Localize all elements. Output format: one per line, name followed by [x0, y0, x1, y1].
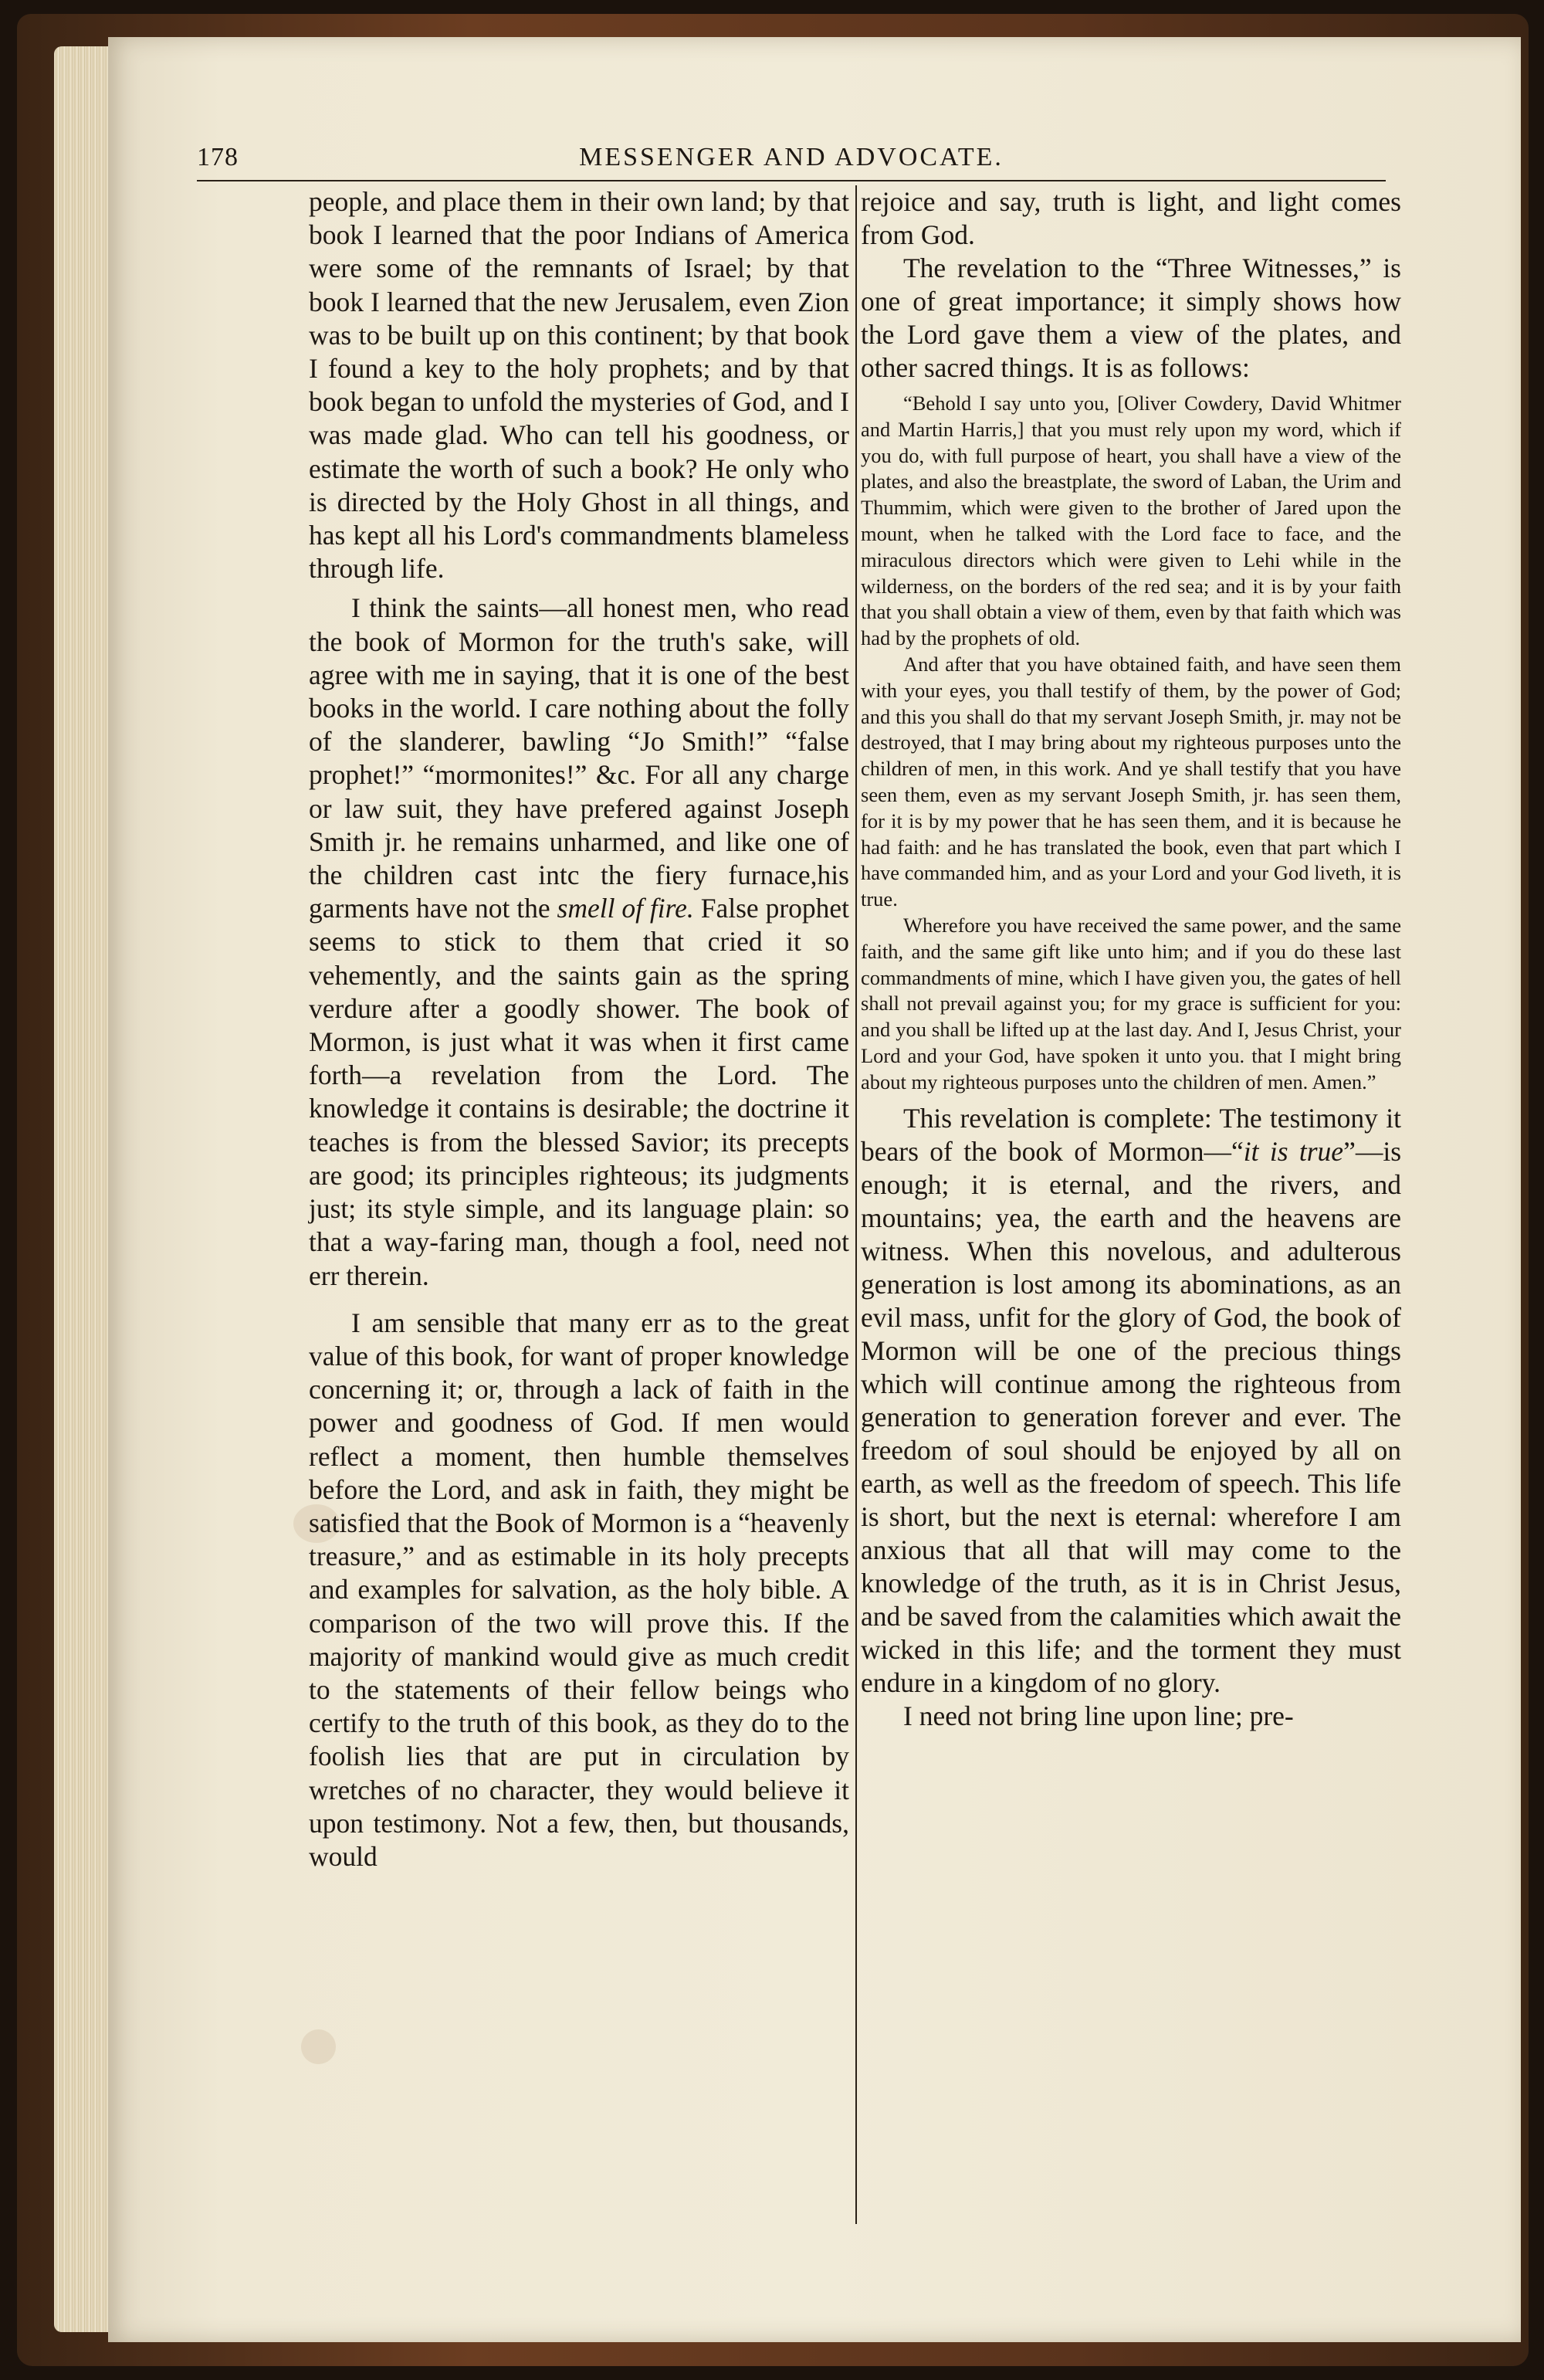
- italic-phrase: it is true: [1243, 1135, 1344, 1167]
- quoted-revelation: And after that you have obtained faith, and have seen them with your eyes, you thall testify of them, by the power of God; and this you shall do that my servant Joseph Smith, jr. may not be destroyed, that I may bring about my righteous purposes unto the children of men, in this work. And ye shall testify that you have seen them, even as my servant Joseph Smith, jr. has seen them, for it is by my power that he has seen them, and it is because he had faith: and he has translated the book, even that part which I have commanded him, and as your Lord and your God liveth, it is true.: [861, 652, 1401, 911]
- paragraph-text: I think the saints—all honest men, who read the book of Mormon for the truth's sake, will agree with me in saying, that it is one of the best books in the world. I care nothing about the folly of the slanderer, bawling “Jo Smith!” “false prophet!” “mormonites!” &c. For all any charge or law suit, they have prefered against Joseph Smith jr. he remains unharmed, and like one of the children cast intc the fiery furnace,his garments have not the: [309, 592, 849, 924]
- running-title: MESSENGER AND ADVOCATE.: [579, 143, 1004, 171]
- paragraph: I am sensible that many err as to the great value of this book, for want of proper knowledge concerning it; or, through a lack of faith in the power and goodness of God. If men would reflect a moment, then humble themselves before the Lord, and ask in faith, they might be satisfied that the Book of Mormon is a “heavenly treasure,” and as estimable in its holy precepts and examples for salvation, as the holy bible. A comparison of the two will prove this. If the majority of mankind would give as much credit to the statements of their fellow beings who certify to the truth of this book, as they do to the foolish lies that are put in circulation by wretches of no character, they would believe it upon testimony. Not a few, then, but thousands, would: [309, 1307, 849, 1872]
- quoted-revelation: Wherefore you have received the same power, and the same faith, and the same gift like unto him; and if you do these last commandments of mine, which I have given you, the gates of hell shall not prevail against you; for my grace is sufficient for you: and you shall be lifted up at the last day. And I, Jesus Christ, your Lord and your God, have spoken it unto you. that I might bring about my righteous purposes unto the children of men. Amen.”: [861, 913, 1401, 1093]
- paragraph-text: This revelation is complete: The testimony it bears of the book of Mormon—“: [861, 1102, 1401, 1167]
- paragraph: The revelation to the “Three Witnesses,” is one of great importance; it simply shows how the Lord gave them a view of the plates, and other sacred things. It is as follows:: [861, 253, 1401, 383]
- column-divider: [855, 185, 857, 2224]
- quoted-revelation: “Behold I say unto you, [Oliver Cowdery, David Whitmer and Martin Harris,] that you must rely upon my word, which if you do, with full purpose of heart, you shall have a view of the plates, and also the breastplate, the sword of Laban, the Urim and Thummim, which were given to the brother of Jared upon the mount, when he talked with the Lord face to face, and the miraculous directors which were given to Lehi while in the wilderness, on the borders of the red sea; and it is by your faith that you shall obtain a view of them, even by that faith which was had by the prophets of old.: [861, 392, 1401, 650]
- paragraph-text: ”—is enough; it is eternal, and the rivers, and mountains; yea, the earth and the heavens are witness. When this novelous, and adulterous generation is lost among its abominations, as an evil mass, unfit for the glory of God, the book of Mormon will be one of the precious things which will continue among the righteous from generation to generation forever and ever. The freedom of soul should be enjoyed by all on earth, as well as the freedom of speech. This life is short, but the next is eternal: wherefore I am anxious that all that will may come to the knowledge of the truth, as it is in Christ Jesus, and be saved from the calamities which await the wicked in this life; and the torment they must endure in a kingdom of no glory.: [861, 1135, 1402, 1698]
- page-header: [197, 143, 1386, 181]
- paragraph-text: False prophet seems to stick to them that cried it so vehemently, and the saints gain as the spring verdure after a goodly shower. The book of Mormon, is just what it was when it first came forth—a revelation from the Lord. The knowledge it contains is desirable; the doctrine it teaches is from the blessed Savior; its precepts are good; its principles righteous; its judgments just; its style simple, and its language plain: so that a way-faring man, though a fool, need not err therein.: [309, 893, 850, 1291]
- right-column: [861, 185, 1401, 1733]
- paragraph: rejoice and say, truth is light, and light comes from God.: [861, 186, 1401, 250]
- page-number: 178: [197, 143, 239, 171]
- paragraph: people, and place them in their own land; by that book I learned that the poor Indians of America were some of the remnants of Israel; by that book I learned that the new Jerusalem, even Zion was to be built up on this continent; by that book I found a key to the holy prophets; and by that book began to unfold the mysteries of God, and I was made glad. Who can tell his goodness, or estimate the worth of such a book? He only who is directed by the Holy Ghost in all things, and has kept all his Lord's commandments blameless through life.: [309, 186, 849, 585]
- paragraph: I need not bring line upon line; pre-: [903, 1700, 1294, 1731]
- left-column: [309, 185, 849, 1873]
- paragraph: [861, 1102, 1401, 1700]
- paper-stain: [301, 2029, 336, 2064]
- italic-phrase: smell of fire.: [557, 893, 694, 924]
- paragraph: [309, 592, 849, 1292]
